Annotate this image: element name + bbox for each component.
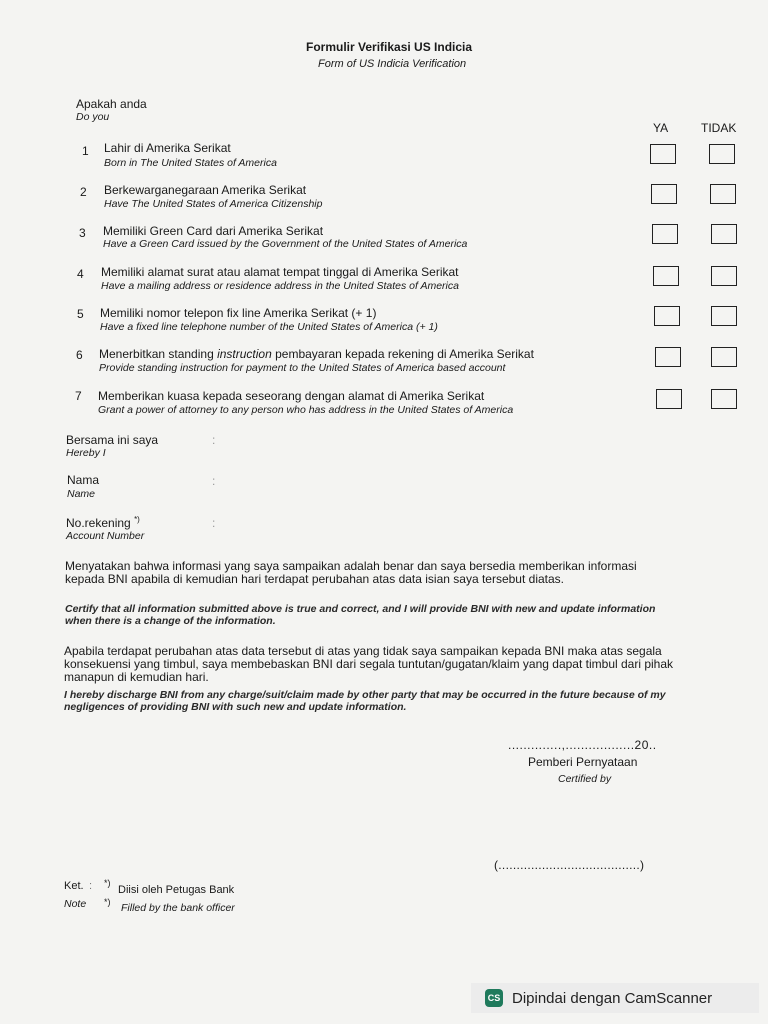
- question-number: 1: [82, 144, 89, 158]
- note-text-en: Filled by the bank officer: [121, 902, 235, 914]
- question-text: Memiliki Green Card dari Amerika Serikat: [103, 224, 324, 238]
- statement-1-id: Menyatakan bahwa informasi yang saya sampaikan adalah benar dan saya bersedia memberikan informasi kepada BNI apabila di kemudian hari terdapat perubahan atas data isian saya tersebut diatas.: [65, 559, 637, 586]
- question-number: 4: [77, 267, 84, 281]
- question-text: Menerbitkan standing instruction pembayaran kepada rekening di Amerika Serikat: [99, 347, 534, 361]
- question-text-en: Have a fixed line telephone number of the United States of America (+ 1): [100, 321, 438, 333]
- question-text: Memberikan kuasa kepada seseorang dengan alamat di Amerika Serikat: [98, 389, 485, 403]
- account-separator: :: [212, 516, 216, 530]
- hereby-separator: :: [212, 433, 216, 447]
- q5-yes-checkbox[interactable]: [654, 306, 680, 326]
- statement-2-en: I hereby discharge BNI from any charge/suit/claim made by other party that may be occurred in the future because of my negligences of providing BNI with such new and update information.: [64, 689, 666, 713]
- question-number: 5: [77, 307, 84, 321]
- question-text-en: Born in The United States of America: [104, 157, 277, 169]
- q1-yes-checkbox[interactable]: [650, 144, 676, 164]
- question-number: 2: [80, 185, 87, 199]
- hereby-label-en: Hereby I: [66, 447, 106, 459]
- hereby-field[interactable]: [222, 431, 642, 449]
- camscanner-text: Dipindai dengan CamScanner: [512, 989, 713, 1007]
- name-separator: :: [212, 474, 216, 488]
- question-text-en: Grant a power of attorney to any person who has address in the United States of America: [98, 404, 514, 416]
- q2-no-checkbox[interactable]: [710, 184, 736, 204]
- q2-yes-checkbox[interactable]: [651, 184, 677, 204]
- account-label: No.rekening *): [66, 515, 140, 530]
- form-subtitle: Form of US Indicia Verification: [318, 58, 467, 70]
- name-field[interactable]: [222, 472, 642, 490]
- question-text: Berkewarganegaraan Amerika Serikat: [104, 183, 307, 197]
- signature-label-en: Certified by: [558, 773, 612, 785]
- q6-no-checkbox[interactable]: [711, 347, 737, 367]
- note-label-en: Note: [64, 898, 87, 910]
- q4-no-checkbox[interactable]: [711, 266, 737, 286]
- column-yes: YA: [653, 121, 669, 135]
- signature-label: Pemberi Pernyataan: [528, 755, 638, 769]
- signature-name-line[interactable]: (.......................................): [494, 858, 645, 872]
- note-separator: :: [89, 880, 93, 892]
- q7-yes-checkbox[interactable]: [656, 389, 682, 409]
- question-number: 3: [79, 226, 86, 240]
- question-text-en: Have The United States of America Citizenship: [104, 198, 323, 210]
- q5-no-checkbox[interactable]: [711, 306, 737, 326]
- column-no: TIDAK: [701, 121, 737, 135]
- hereby-label: Bersama ini saya: [66, 433, 159, 447]
- intro-label-en: Do you: [76, 111, 110, 123]
- question-text: Memiliki alamat surat atau alamat tempat tinggal di Amerika Serikat: [101, 265, 459, 279]
- note-label: Ket.: [64, 880, 84, 892]
- statement-2-id: Apabila terdapat perubahan atas data tersebut di atas yang tidak saya sampaikan kepada BNI maka atas segala konsekuensi yang timbul, saya membebaskan BNI dari segala tuntutan/gugatan/klaim yang dapat timbul dari pihak manapun di kemudian hari.: [64, 644, 674, 684]
- question-text: Lahir di Amerika Serikat: [104, 141, 231, 155]
- q7-no-checkbox[interactable]: [711, 389, 737, 409]
- note-mark-en: *): [104, 897, 111, 907]
- form-title: Formulir Verifikasi US Indicia: [306, 40, 473, 54]
- question-text-en: Have a mailing address or residence address in the United States of America: [101, 280, 459, 292]
- q6-yes-checkbox[interactable]: [655, 347, 681, 367]
- account-number-field[interactable]: [222, 514, 642, 532]
- question-text-en: Provide standing instruction for payment to the United States of America based account: [99, 362, 506, 374]
- q3-no-checkbox[interactable]: [711, 224, 737, 244]
- q4-yes-checkbox[interactable]: [653, 266, 679, 286]
- camscanner-watermark: [471, 983, 759, 1013]
- intro-label: Apakah anda: [76, 97, 147, 111]
- note-text: Diisi oleh Petugas Bank: [118, 884, 235, 896]
- question-number: 6: [76, 348, 83, 362]
- question-number: 7: [75, 389, 82, 403]
- q3-yes-checkbox[interactable]: [652, 224, 678, 244]
- question-text: Memiliki nomor telepon fix line Amerika Serikat (+ 1): [100, 306, 377, 320]
- date-line[interactable]: ..............,..................20..: [508, 738, 657, 752]
- account-label-en: Account Number: [66, 530, 145, 542]
- q1-no-checkbox[interactable]: [709, 144, 735, 164]
- name-label-en: Name: [67, 488, 96, 500]
- name-label: Nama: [67, 473, 100, 487]
- note-mark: *): [104, 878, 111, 888]
- camscanner-icon: CS: [485, 989, 503, 1007]
- question-text-en: Have a Green Card issued by the Government of the United States of America: [103, 238, 468, 250]
- statement-1-en: Certify that all information submitted above is true and correct, and I will provide BNI with new and update information when there is a change of the information.: [65, 603, 656, 627]
